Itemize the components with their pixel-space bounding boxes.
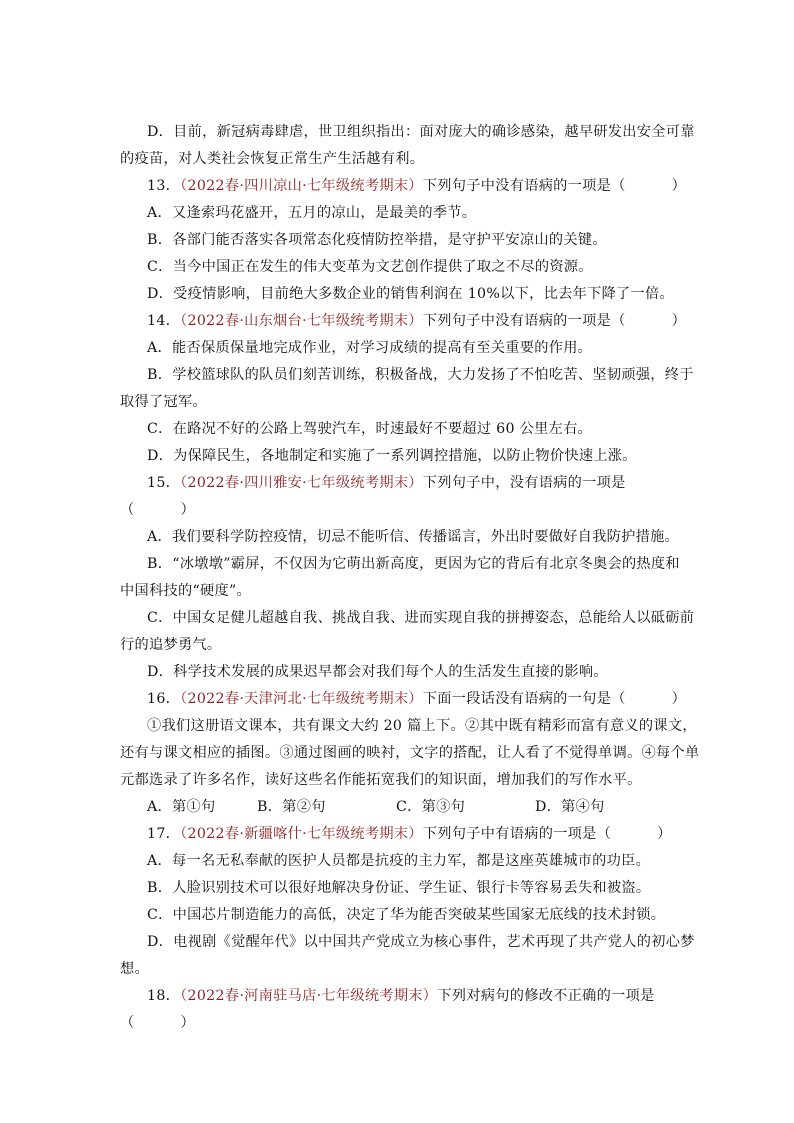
q16-option-c: C．第③句 [396, 799, 466, 815]
q12-option-d-line1: D．目前，新冠病毒肆虐，世卫组织指出：面对庞大的确诊感染，越早研发出安全可靠 [147, 124, 695, 140]
question-source: （2022春·天津河北·七年级统考期末） [180, 691, 423, 707]
q17-stem [147, 824, 672, 844]
q14-option-c: C．在路况不好的公路上驾驶汽车，时速最好不要超过 60 公里左右。 [147, 421, 593, 437]
q15-option-b-line1: B．“冰墩墩”霸屏，不仅因为它萌出新高度，更因为它的背后有北京冬奥会的热度和 [147, 556, 680, 572]
q16-passage-line2: 还有与课文相应的插图。③通过图画的映衬，文字的搭配，让人看了不觉得单调。④每个单 [120, 745, 700, 761]
question-number: 16． [147, 691, 181, 707]
q16-option-d: D．第④句 [535, 799, 605, 815]
paren-close: ） [671, 691, 687, 707]
q14-stem [147, 311, 686, 331]
question-number: 15． [147, 475, 181, 491]
question-text: 下列句子中没有语病的一项是（ [422, 178, 626, 194]
q16-options-row [147, 797, 605, 817]
q14-option-b-line1: B．学校篮球队的队员们刻苦训练，积极备战，大力发扬了不怕吃苦、坚韧顽强，终于 [147, 367, 694, 383]
q17-option-c: C．中国芯片制造能力的高低，决定了华为能否突破某些国家无底线的技术封锁。 [147, 907, 666, 923]
paren-open: （ [120, 1015, 135, 1031]
q15-option-c-line2: 行的追梦勇气。 [120, 637, 222, 653]
paren-open: （ [120, 502, 135, 518]
q14-option-b-line2: 取得了冠军。 [120, 394, 207, 410]
paren-close: ） [671, 313, 687, 329]
q15-option-b-line2: 中国科技的“硬度”。 [120, 583, 252, 599]
question-number: 14． [147, 313, 181, 329]
q14-option-d: D．为保障民生，各地制定和实施了一系列调控措施，以防止物价快速上涨。 [147, 448, 637, 464]
q15-option-a: A．我们要科学防控疫情，切忌不能听信、传播谣言，外出时要做好自我防护措施。 [147, 529, 680, 545]
q17-option-b: B．人脸识别技术可以很好地解决身份证、学生证、银行卡等容易丢失和被盗。 [147, 880, 651, 896]
question-text: 下列句子中，没有语病的一项是 [422, 475, 626, 491]
q13-option-d: D．受疫情影响，目前绝大多数企业的销售利润在 10%以下，比去年下降了一倍。 [147, 286, 675, 302]
question-text: 下列句子中没有语病的一项是（ [422, 313, 626, 329]
q18-answer-paren [120, 1013, 195, 1033]
q13-option-a: A．又逢索玛花盛开，五月的凉山，是最美的季节。 [147, 205, 477, 221]
q15-stem [147, 473, 626, 493]
question-source: （2022春·山东烟台·七年级统考期末） [180, 313, 423, 329]
q15-answer-paren [120, 500, 195, 520]
q17-option-d-line2: 想。 [120, 961, 149, 977]
q17-option-a: A．每一名无私奉献的医护人员都是抗疫的主力军，都是这座英雄城市的功臣。 [147, 853, 651, 869]
q12-option-d-line2: 的疫苗，对人类社会恢复正常生产生活越有利。 [120, 151, 425, 167]
q13-stem [147, 176, 686, 196]
question-number: 18． [147, 988, 181, 1004]
q18-stem [147, 986, 655, 1006]
question-number: 17． [147, 826, 181, 842]
question-number: 13． [147, 178, 181, 194]
paren-close: ） [180, 1015, 195, 1031]
question-source: （2022春·四川凉山·七年级统考期末） [180, 178, 423, 194]
q14-option-a: A．能否保质保量地完成作业，对学习成绩的提高有至关重要的作用。 [147, 340, 593, 356]
q16-passage-line3: 元都选录了许多名作，读好这些名作能拓宽我们的知识面，增加我们的写作水平。 [120, 772, 642, 788]
question-source: （2022春·新疆喀什·七年级统考期末） [180, 826, 423, 842]
paren-close: ） [671, 178, 687, 194]
q16-option-a: A．第①句 [147, 799, 216, 815]
question-text: 下列对病句的修改不正确的一项是 [437, 988, 655, 1004]
q13-option-c: C．当今中国正在发生的伟大变革为文艺创作提供了取之不尽的资源。 [147, 259, 593, 275]
question-source: （2022春·四川雅安·七年级统考期末） [180, 475, 423, 491]
question-source: （2022春·河南驻马店·七年级统考期末） [180, 988, 438, 1004]
q15-option-c-line1: C．中国女足健儿超越自我、挑战自我、进而实现自我的拼搏姿态，总能给人以砥砺前 [147, 610, 695, 626]
q16-passage-line1: ①我们这册语文课本，共有课文大约 20 篇上下。②其中既有精彩而富有意义的课文， [147, 718, 697, 734]
q16-stem [147, 689, 686, 709]
question-text: 下面一段话没有语病的一句是（ [422, 691, 626, 707]
question-text: 下列句子中有语病的一项是（ [422, 826, 612, 842]
q16-option-b: B．第②句 [257, 799, 326, 815]
q17-option-d-line1: D．电视剧《觉醒年代》以中国共产党成立为核心事件，艺术再现了共产党人的初心梦 [147, 934, 695, 950]
paren-close: ） [657, 826, 672, 842]
paren-close: ） [180, 502, 195, 518]
q13-option-b: B．各部门能否落实各项常态化疫情防控举措，是守护平安凉山的关键。 [147, 232, 607, 248]
q15-option-d: D．科学技术发展的成果迟早都会对我们每个人的生活发生直接的影响。 [147, 664, 608, 680]
